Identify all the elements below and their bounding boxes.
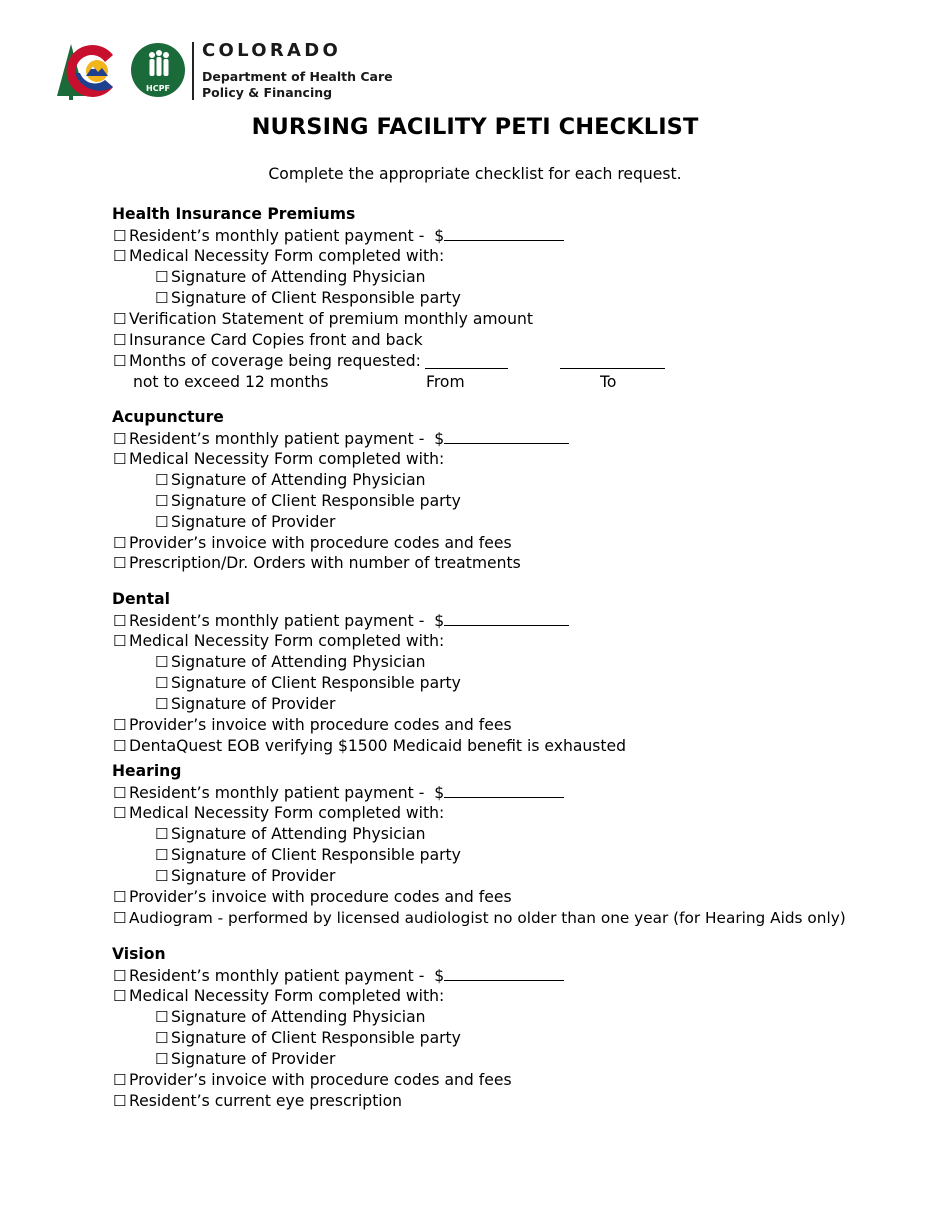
coverage-note: not to exceed 12 months: [133, 373, 329, 391]
checklist-item: [113, 782, 564, 802]
checkbox[interactable]: ☐: [113, 987, 127, 1005]
dollar-sign: $: [434, 430, 445, 448]
item-label: Resident’s monthly patient payment -: [129, 784, 425, 802]
checklist-item: [113, 610, 569, 630]
checkbox[interactable]: ☐: [113, 247, 127, 265]
item-label: Insurance Card Copies front and back: [129, 331, 423, 349]
checkbox[interactable]: ☐: [113, 450, 127, 468]
checklist-subitem: [155, 824, 426, 844]
checkbox[interactable]: ☐: [113, 612, 127, 630]
item-label: Audiogram - performed by licensed audiologist no older than one year (for Hearing Aids only): [129, 909, 846, 927]
checkbox[interactable]: ☐: [155, 471, 169, 489]
colorado-hcpf-logo-icon: [55, 40, 190, 102]
checklist-item: [113, 965, 564, 985]
item-label: Resident’s monthly patient payment -: [129, 612, 425, 630]
item-label: Resident’s monthly patient payment -: [129, 967, 425, 985]
coverage-from-label: From: [426, 373, 465, 391]
checkbox[interactable]: ☐: [113, 331, 127, 349]
checklist-item: [113, 887, 512, 907]
item-label: Signature of Attending Physician: [171, 1008, 426, 1026]
item-label: Medical Necessity Form completed with:: [129, 632, 445, 650]
checklist-subitem: [155, 1049, 335, 1069]
checklist-subitem: [155, 845, 461, 865]
dollar-sign: $: [434, 612, 445, 630]
item-label: Medical Necessity Form completed with:: [129, 804, 445, 822]
checkbox[interactable]: ☐: [155, 653, 169, 671]
payment-amount-field[interactable]: [444, 225, 564, 241]
checklist-subitem: [155, 694, 335, 714]
checkbox[interactable]: ☐: [155, 268, 169, 286]
checklist-item: [113, 908, 846, 928]
checklist-subitem: [155, 512, 335, 532]
item-label: Provider’s invoice with procedure codes and fees: [129, 888, 512, 906]
coverage-to-label: To: [600, 373, 617, 391]
logo-dept-line-2: Policy & Financing: [202, 85, 333, 100]
checkbox[interactable]: ☐: [113, 430, 127, 448]
item-label: Signature of Client Responsible party: [171, 674, 461, 692]
checkbox[interactable]: ☐: [113, 909, 127, 927]
checklist-item: [113, 330, 423, 350]
item-label: Signature of Provider: [171, 695, 336, 713]
checkbox[interactable]: ☐: [155, 513, 169, 531]
payment-amount-field[interactable]: [444, 965, 564, 981]
checkbox[interactable]: ☐: [113, 804, 127, 822]
checkbox[interactable]: ☐: [113, 737, 127, 755]
item-label: Signature of Client Responsible party: [171, 492, 461, 510]
checklist-subitem: [155, 470, 426, 490]
section-heading: Acupuncture: [112, 408, 224, 426]
payment-amount-field[interactable]: [444, 782, 564, 798]
checklist-subitem: [155, 1028, 461, 1048]
dollar-sign: $: [434, 967, 445, 985]
item-label: Signature of Provider: [171, 867, 336, 885]
checkbox[interactable]: ☐: [113, 632, 127, 650]
checklist-item: [113, 533, 512, 553]
section-heading: Health Insurance Premiums: [112, 205, 356, 223]
item-label: Signature of Client Responsible party: [171, 846, 461, 864]
item-label: Signature of Attending Physician: [171, 471, 426, 489]
checkbox[interactable]: ☐: [155, 674, 169, 692]
checkbox[interactable]: ☐: [155, 289, 169, 307]
logo-state-name: COLORADO: [202, 40, 342, 61]
coverage-to-field[interactable]: [560, 368, 665, 369]
checkbox[interactable]: ☐: [113, 310, 127, 328]
checkbox[interactable]: ☐: [113, 967, 127, 985]
item-label: Resident’s monthly patient payment -: [129, 430, 425, 448]
checkbox[interactable]: ☐: [155, 1050, 169, 1068]
item-label: Verification Statement of premium monthly amount: [129, 310, 533, 328]
document-subtitle: Complete the appropriate checklist for each request.: [268, 165, 682, 183]
checkbox[interactable]: ☐: [113, 716, 127, 734]
item-label: Medical Necessity Form completed with:: [129, 450, 445, 468]
checkbox[interactable]: ☐: [113, 554, 127, 572]
coverage-from-field[interactable]: [425, 368, 508, 369]
checklist-item: [113, 1070, 512, 1090]
checkbox[interactable]: ☐: [113, 227, 127, 245]
checklist-subitem: [155, 1007, 426, 1027]
payment-amount-field[interactable]: [444, 428, 569, 444]
checklist-item: [113, 225, 564, 245]
checkbox[interactable]: ☐: [113, 888, 127, 906]
item-label: Signature of Provider: [171, 513, 336, 531]
dollar-sign: $: [434, 227, 445, 245]
item-label: Medical Necessity Form completed with:: [129, 247, 445, 265]
checklist-subitem: [155, 288, 461, 308]
header-logo: [55, 40, 415, 102]
checklist-subitem: [155, 652, 426, 672]
checklist-item: [113, 803, 444, 823]
checkbox[interactable]: ☐: [155, 1008, 169, 1026]
dollar-sign: $: [434, 784, 445, 802]
item-label: Signature of Attending Physician: [171, 653, 426, 671]
checklist-item: [113, 246, 444, 266]
hcpf-badge-text: HCPF: [146, 84, 170, 93]
item-label: Provider’s invoice with procedure codes and fees: [129, 534, 512, 552]
checkbox[interactable]: ☐: [155, 867, 169, 885]
document-title: NURSING FACILITY PETI CHECKLIST: [251, 114, 699, 140]
checklist-item: [113, 553, 521, 573]
item-label: Medical Necessity Form completed with:: [129, 987, 445, 1005]
payment-amount-field[interactable]: [444, 610, 569, 626]
checklist-item: [113, 449, 444, 469]
item-label: Resident’s monthly patient payment -: [129, 227, 425, 245]
checklist-item: [113, 631, 444, 651]
logo-department-name: [202, 69, 393, 101]
item-label: Signature of Client Responsible party: [171, 289, 461, 307]
checklist-subitem: [155, 866, 335, 886]
checkbox[interactable]: ☐: [113, 352, 127, 370]
checkbox[interactable]: ☐: [113, 784, 127, 802]
checklist-subitem: [155, 267, 426, 287]
checkbox[interactable]: ☐: [155, 825, 169, 843]
item-label: DentaQuest EOB verifying $1500 Medicaid benefit is exhausted: [129, 737, 626, 755]
item-label: Signature of Attending Physician: [171, 825, 426, 843]
section-heading: Hearing: [112, 762, 182, 780]
checklist-item: [113, 1091, 402, 1111]
item-label: Months of coverage being requested:: [129, 352, 421, 370]
checkbox[interactable]: ☐: [155, 492, 169, 510]
checklist-item: [113, 309, 533, 329]
item-label: Signature of Client Responsible party: [171, 1029, 461, 1047]
item-label: Provider’s invoice with procedure codes and fees: [129, 1071, 512, 1089]
checklist-item: [113, 351, 421, 371]
item-label: Provider’s invoice with procedure codes and fees: [129, 716, 512, 734]
checklist-subitem: [155, 673, 461, 693]
checkbox[interactable]: ☐: [155, 695, 169, 713]
checkbox[interactable]: ☐: [113, 534, 127, 552]
item-label: Resident’s current eye prescription: [129, 1092, 403, 1110]
checklist-item: [113, 986, 444, 1006]
item-label: Signature of Provider: [171, 1050, 336, 1068]
checklist-subitem: [155, 491, 461, 511]
checkbox[interactable]: ☐: [155, 1029, 169, 1047]
checkbox[interactable]: ☐: [155, 846, 169, 864]
item-label: Signature of Attending Physician: [171, 268, 426, 286]
checklist-item: [113, 428, 569, 448]
checkbox[interactable]: ☐: [113, 1071, 127, 1089]
checklist-item: [113, 736, 626, 756]
logo-divider: [192, 42, 194, 100]
section-heading: Dental: [112, 590, 170, 608]
logo-dept-line-1: Department of Health Care: [202, 69, 393, 84]
section-heading: Vision: [112, 945, 166, 963]
item-label: Prescription/Dr. Orders with number of treatments: [129, 554, 521, 572]
checklist-item: [113, 715, 512, 735]
checkbox[interactable]: ☐: [113, 1092, 127, 1110]
